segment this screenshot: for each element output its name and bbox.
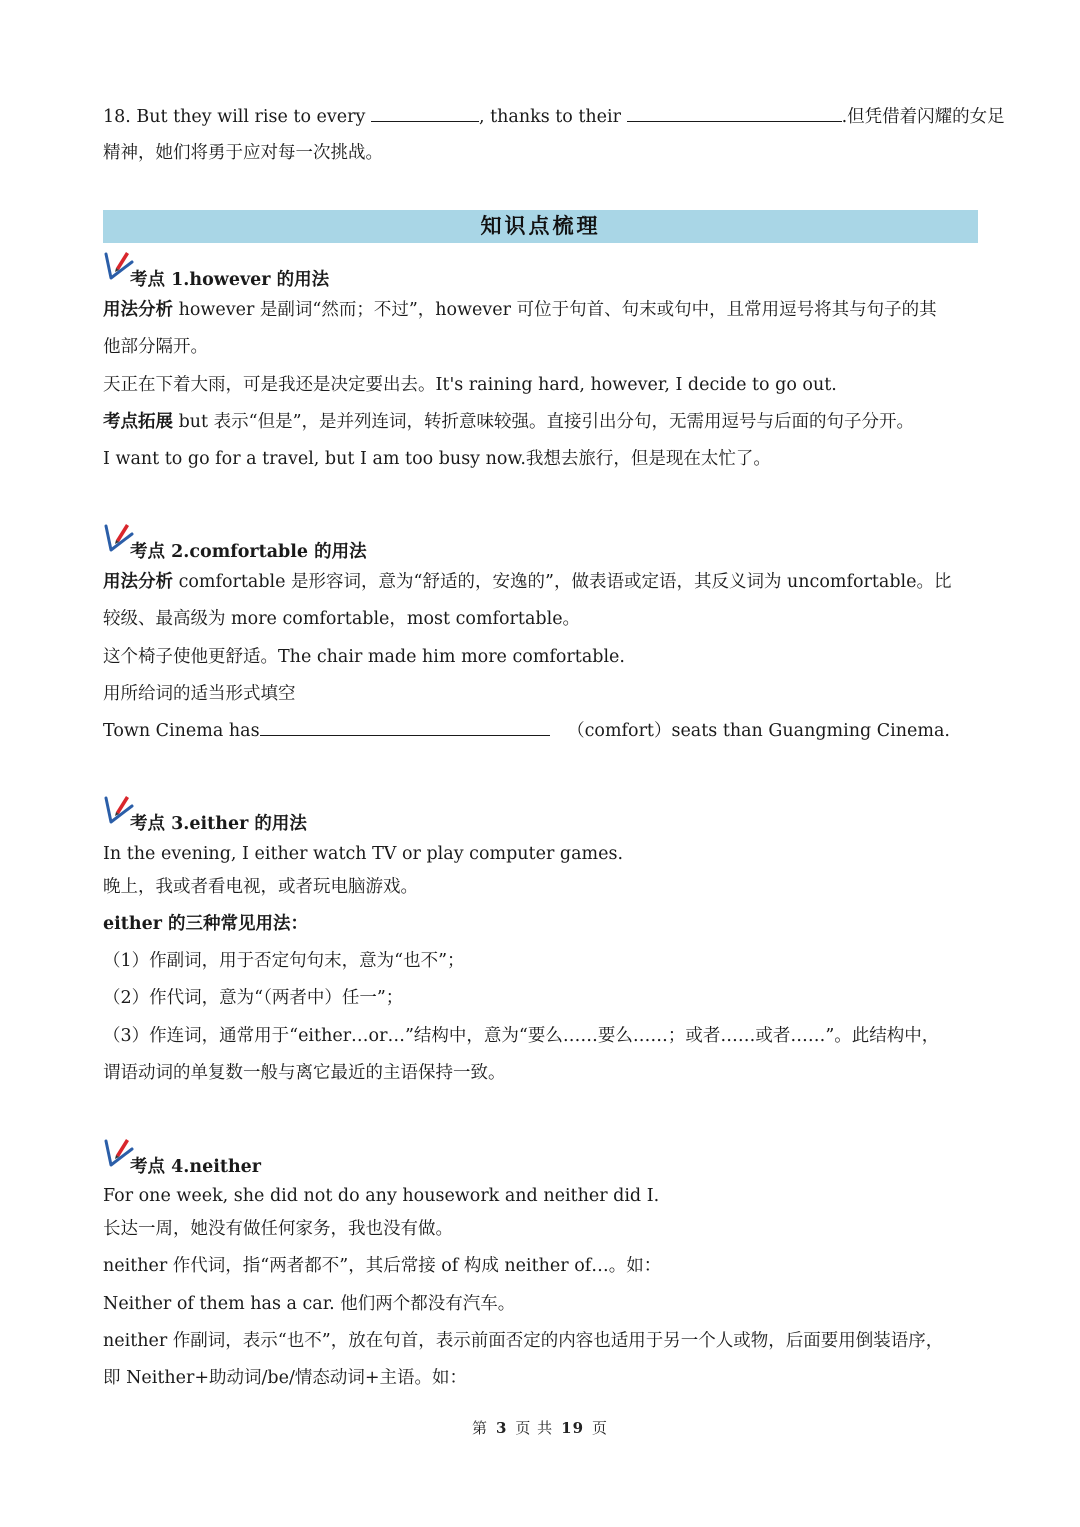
point-3-line-1: In the evening, I either watch TV or play computer games. bbox=[103, 844, 624, 864]
point-2-line-5-pre: Town Cinema has bbox=[103, 721, 260, 741]
point-4-heading bbox=[102, 1145, 702, 1179]
point-2-title: 2.comfortable 的用法 bbox=[171, 542, 367, 562]
point-2-line-1-text: comfortable 是形容词，意为“舒适的，安逸的”，做表语或定语，其反义词为 uncomfortable。比 bbox=[173, 572, 952, 592]
point-3-line-7: 谓语动词的单复数一般与离它最近的主语保持一致。 bbox=[103, 1063, 506, 1083]
extension-label: 考点拓展 bbox=[103, 412, 173, 432]
point-1-line-2: 他部分隔开。 bbox=[103, 337, 208, 357]
point-2-line-4: 用所给词的适当形式填空 bbox=[103, 684, 296, 704]
point-2-line-2: 较级、最高级为 more comfortable，most comfortable。 bbox=[103, 609, 581, 629]
point-3-line-3: either 的三种常见用法： bbox=[103, 914, 309, 934]
point-1-line-1-text: however 是副词“然而；不过”，however 可位于句首、句末或句中，且常用逗号将其与句子的其 bbox=[173, 300, 937, 320]
point-2-prefix: 考点 bbox=[130, 542, 172, 562]
point-3-line-5: （2）作代词，意为“（两者中）任一”； bbox=[103, 988, 404, 1008]
exercise-18-text-c: .但凭借着闪耀的女足 bbox=[841, 107, 1005, 127]
point-4-line-4: Neither of them has a car. 他们两个都没有汽车。 bbox=[103, 1294, 516, 1314]
page-total: 19 bbox=[561, 1419, 585, 1437]
usage-analysis-label: 用法分析 bbox=[103, 300, 173, 320]
point-3-title: 3.either 的用法 bbox=[171, 814, 307, 834]
page-number: 3 bbox=[495, 1419, 508, 1437]
point-1-line-1 bbox=[103, 298, 978, 322]
footer-suffix: 页 bbox=[592, 1419, 609, 1437]
point-3-line-2: 晚上，我或者看电视，或者玩电脑游戏。 bbox=[103, 877, 418, 897]
exercise-18-line1 bbox=[103, 104, 1005, 129]
point-2-line-5-post: （comfort）seats than Guangming Cinema. bbox=[561, 721, 950, 741]
point-4-prefix: 考点 bbox=[130, 1157, 172, 1177]
point-4-line-6: 即 Neither+助动词/be/情态动词+主语。如： bbox=[103, 1368, 468, 1388]
point-4-line-2: 长达一周，她没有做任何家务，我也没有做。 bbox=[103, 1219, 453, 1239]
exercise-18-text-a: 18. But they will rise to every bbox=[103, 107, 371, 127]
point-1-line-4-text: but 表示“但是”，是并列连词，转折意味较强。直接引出分句，无需用逗号与后面的句子分开。 bbox=[173, 412, 915, 432]
point-2-line-1 bbox=[103, 570, 978, 594]
page-footer bbox=[0, 1417, 1080, 1438]
point-4-line-1: For one week, she did not do any housework and neither did I. bbox=[103, 1186, 660, 1206]
point-4-title: 4.neither bbox=[171, 1157, 262, 1177]
section-banner: 知识点梳理 bbox=[103, 210, 978, 243]
answer-blank-1[interactable] bbox=[371, 104, 479, 122]
point-3-heading bbox=[102, 802, 702, 836]
point-2-heading bbox=[102, 530, 702, 564]
point-2-line-5 bbox=[103, 718, 978, 743]
point-1-prefix: 考点 bbox=[130, 270, 172, 290]
point-4-line-3: neither 作代词，指“两者都不”，其后常接 of 构成 neither of…。如： bbox=[103, 1256, 662, 1276]
point-3-line-4: （1）作副词，用于否定句句末，意为“也不”； bbox=[103, 951, 465, 971]
usage-analysis-label: 用法分析 bbox=[103, 572, 173, 592]
point-4-line-5: neither 作副词，表示“也不”，放在句首，表示前面否定的内容也适用于另一个人或物，后面要用倒装语序， bbox=[103, 1331, 944, 1351]
exercise-18-text-b: , thanks to their bbox=[478, 107, 627, 127]
point-2-line-3: 这个椅子使他更舒适。The chair made him more comfortable. bbox=[103, 647, 625, 667]
fill-in-blank[interactable] bbox=[260, 718, 550, 736]
point-1-line-5: I want to go for a travel, but I am too busy now.我想去旅行，但是现在太忙了。 bbox=[103, 449, 771, 469]
point-1-heading bbox=[102, 258, 702, 292]
answer-blank-2[interactable] bbox=[627, 104, 842, 122]
point-1-title: 1.however 的用法 bbox=[171, 270, 330, 290]
exercise-18-line2: 精神，她们将勇于应对每一次挑战。 bbox=[103, 143, 383, 163]
point-3-prefix: 考点 bbox=[130, 814, 172, 834]
footer-middle: 页 共 bbox=[515, 1419, 554, 1437]
point-1-line-4 bbox=[103, 410, 978, 434]
point-1-line-3: 天正在下着大雨，可是我还是决定要出去。It's raining hard, however, I decide to go out. bbox=[103, 375, 837, 395]
point-3-line-6: （3）作连词，通常用于“either…or…”结构中，意为“要么……要么……；或者……或者……”。此结构中， bbox=[103, 1026, 940, 1046]
footer-prefix: 第 bbox=[471, 1419, 488, 1437]
